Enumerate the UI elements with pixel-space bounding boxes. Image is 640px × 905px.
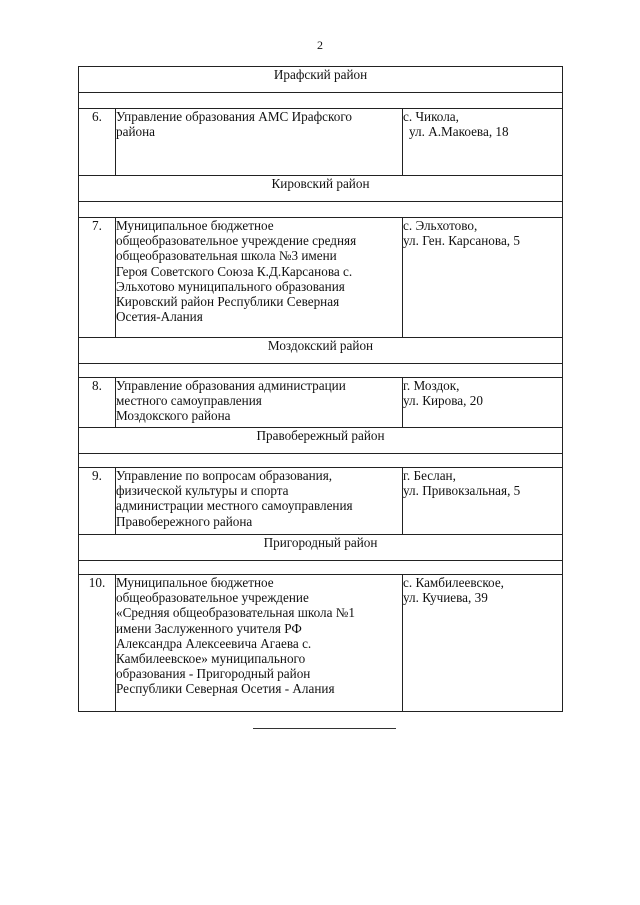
district-row bbox=[79, 176, 563, 202]
district-heading: Правобережный район bbox=[79, 428, 563, 454]
org-line: Муниципальное бюджетное bbox=[116, 218, 274, 233]
org-line: общеобразовательное учреждение bbox=[116, 590, 309, 606]
row-number: 6. bbox=[79, 109, 116, 176]
org-line: Управление образования АМС Ирафского bbox=[116, 109, 353, 124]
org-line: Эльхотово муниципального образования bbox=[116, 278, 345, 294]
gap-row bbox=[79, 561, 563, 575]
org-line: Осетия-Алания bbox=[116, 309, 203, 325]
spacer-cell bbox=[79, 454, 563, 468]
row-number: 7. bbox=[79, 218, 116, 338]
org-line: Муниципальное бюджетное bbox=[116, 575, 274, 590]
spacer-cell bbox=[79, 561, 563, 575]
gap-row bbox=[79, 93, 563, 109]
addr-line: ул. Кирова, 20 bbox=[403, 393, 483, 409]
org-line: местного самоуправления bbox=[116, 393, 262, 409]
address-cell bbox=[403, 109, 563, 176]
district-heading: Кировский район bbox=[79, 176, 563, 202]
org-line: Александра Алексеевича Агаева с. bbox=[116, 635, 312, 651]
org-line: Правобережного района bbox=[116, 513, 253, 529]
spacer-cell bbox=[79, 93, 563, 109]
table-row bbox=[79, 468, 563, 535]
spacer-cell bbox=[79, 202, 563, 218]
district-heading: Пригородный район bbox=[79, 535, 563, 561]
org-line: «Средняя общеобразовательная школа №1 bbox=[116, 605, 355, 621]
gap-row bbox=[79, 202, 563, 218]
org-line: Республики Северная Осетия - Алания bbox=[116, 681, 335, 697]
org-line: Героя Советского Союза К.Д.Карсанова с. bbox=[116, 263, 353, 279]
gap-row bbox=[79, 454, 563, 468]
address-cell bbox=[403, 378, 563, 428]
district-row bbox=[79, 67, 563, 93]
district-heading: Моздокский район bbox=[79, 338, 563, 364]
org-line: района bbox=[116, 124, 156, 140]
institutions-table bbox=[78, 66, 563, 712]
address-cell bbox=[403, 218, 563, 338]
table-row bbox=[79, 575, 563, 712]
org-line: Кировский район Республики Северная bbox=[116, 294, 340, 310]
gap-row bbox=[79, 364, 563, 378]
district-row bbox=[79, 428, 563, 454]
table-row bbox=[79, 109, 563, 176]
org-line: Моздокского района bbox=[116, 408, 231, 424]
organization-cell bbox=[116, 218, 403, 338]
org-line: общеобразовательное учреждение средняя bbox=[116, 233, 357, 249]
district-row bbox=[79, 535, 563, 561]
org-line: физической культуры и спорта bbox=[116, 483, 289, 499]
organization-cell bbox=[116, 468, 403, 535]
table-row bbox=[79, 218, 563, 338]
page-number: 2 bbox=[317, 38, 323, 52]
org-line: образования - Пригородный район bbox=[116, 666, 311, 682]
addr-line: ул. Ген. Карсанова, 5 bbox=[403, 233, 520, 249]
addr-line: г. Моздок, bbox=[403, 378, 460, 393]
district-heading: Ирафский район bbox=[79, 67, 563, 93]
organization-cell bbox=[116, 378, 403, 428]
row-number: 10. bbox=[79, 575, 116, 712]
org-line: Управление образования администрации bbox=[116, 378, 346, 393]
address-cell bbox=[403, 575, 563, 712]
addr-line: ул. Привокзальная, 5 bbox=[403, 483, 521, 499]
district-row bbox=[79, 338, 563, 364]
org-line: Управление по вопросам образования, bbox=[116, 468, 333, 483]
spacer-cell bbox=[79, 364, 563, 378]
address-cell bbox=[403, 468, 563, 535]
addr-line: с. Чикола, bbox=[403, 109, 459, 124]
row-number: 9. bbox=[79, 468, 116, 535]
closing-rule bbox=[253, 728, 396, 729]
addr-line: с. Эльхотово, bbox=[403, 218, 478, 233]
addr-line: г. Беслан, bbox=[403, 468, 456, 483]
addr-line: ул. Кучиева, 39 bbox=[403, 590, 488, 606]
org-line: администрации местного самоуправления bbox=[116, 498, 353, 514]
table-row bbox=[79, 378, 563, 428]
addr-line: ул. А.Макоева, 18 bbox=[409, 124, 509, 140]
org-line: имени Заслуженного учителя РФ bbox=[116, 620, 302, 636]
addr-line: с. Камбилеевское, bbox=[403, 575, 504, 590]
org-line: Камбилеевское» муниципального bbox=[116, 651, 306, 667]
org-line: общеобразовательная школа №3 имени bbox=[116, 248, 337, 264]
organization-cell bbox=[116, 109, 403, 176]
row-number: 8. bbox=[79, 378, 116, 428]
organization-cell bbox=[116, 575, 403, 712]
